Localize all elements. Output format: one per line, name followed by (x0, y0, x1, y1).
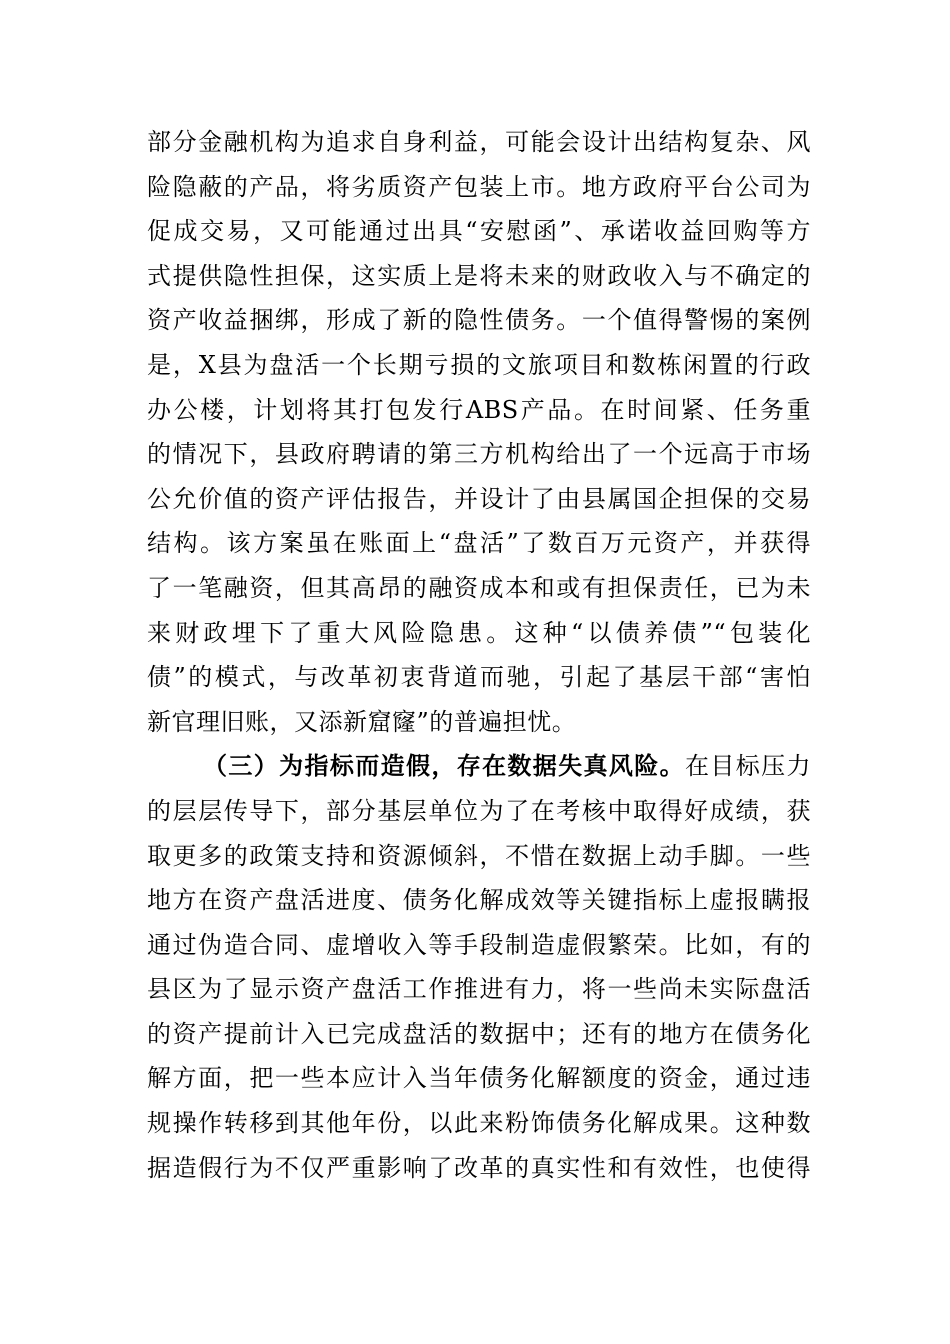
text-line: 据造假行为不仅严重影响了改革的真实性和有效性，也使得 (147, 1153, 811, 1182)
text-line: 地方在资产盘活进度、债务化解成效等关键指标上虚报瞒报 (147, 886, 811, 915)
text-line: 险隐蔽的产品，将劣质资产包装上市。地方政府平台公司为 (147, 172, 811, 201)
text-line: 的情况下，县政府聘请的第三方机构给出了一个远高于市场 (147, 440, 811, 469)
text-line: 促成交易，又可能通过出具“安慰函”、承诺收益回购等方 (147, 217, 811, 246)
text-line: 部分金融机构为追求自身利益，可能会设计出结构复杂、风 (147, 128, 811, 156)
section-heading-continuation: 在目标压力 (685, 752, 812, 781)
section-heading: （三）为指标而造假，存在数据失真风险。 (203, 751, 686, 781)
text-line: 了一笔融资，但其高昂的融资成本和或有担保责任，已为未 (147, 573, 811, 602)
text-line: 规操作转移到其他年份，以此来粉饰债务化解成果。这种数 (147, 1109, 811, 1138)
text-line: 取更多的政策支持和资源倾斜，不惜在数据上动手脚。一些 (147, 841, 811, 870)
paragraph-1 (147, 120, 811, 744)
paragraph-2 (147, 744, 811, 1190)
text-line: 资产收益捆绑，形成了新的隐性债务。一个值得警惕的案例 (147, 306, 811, 335)
text-line: 办公楼，计划将其打包发行ABS产品。在时间紧、任务重 (147, 395, 811, 424)
text-line: 解方面，把一些本应计入当年债务化解额度的资金，通过违 (147, 1064, 811, 1093)
text-line: 公允价值的资产评估报告，并设计了由县属国企担保的交易 (147, 484, 811, 513)
body-text (147, 120, 811, 1190)
text-line: 是，X县为盘活一个长期亏损的文旅项目和数栋闲置的行政 (147, 350, 811, 379)
text-line: 通过伪造合同、虚增收入等手段制造虚假繁荣。比如，有的 (147, 930, 811, 959)
text-line: 县区为了显示资产盘活工作推进有力，将一些尚未实际盘活 (147, 975, 811, 1004)
text-line: 式提供隐性担保，这实质上是将未来的财政收入与不确定的 (147, 261, 811, 290)
text-line: 新官理旧账，又添新窟窿”的普遍担忧。 (147, 707, 577, 736)
text-line: 的层层传导下，部分基层单位为了在考核中取得好成绩，获 (147, 796, 811, 825)
text-line: 的资产提前计入已完成盘活的数据中；还有的地方在债务化 (147, 1019, 811, 1048)
text-line: 来财政埋下了重大风险隐患。这种“以债养债”“包装化 (147, 618, 811, 647)
text-line: 结构。该方案虽在账面上“盘活”了数百万元资产，并获得 (147, 529, 811, 558)
section-heading-line (147, 744, 811, 789)
text-line: 债”的模式，与改革初衷背道而驰，引起了基层干部“害怕 (147, 663, 811, 692)
